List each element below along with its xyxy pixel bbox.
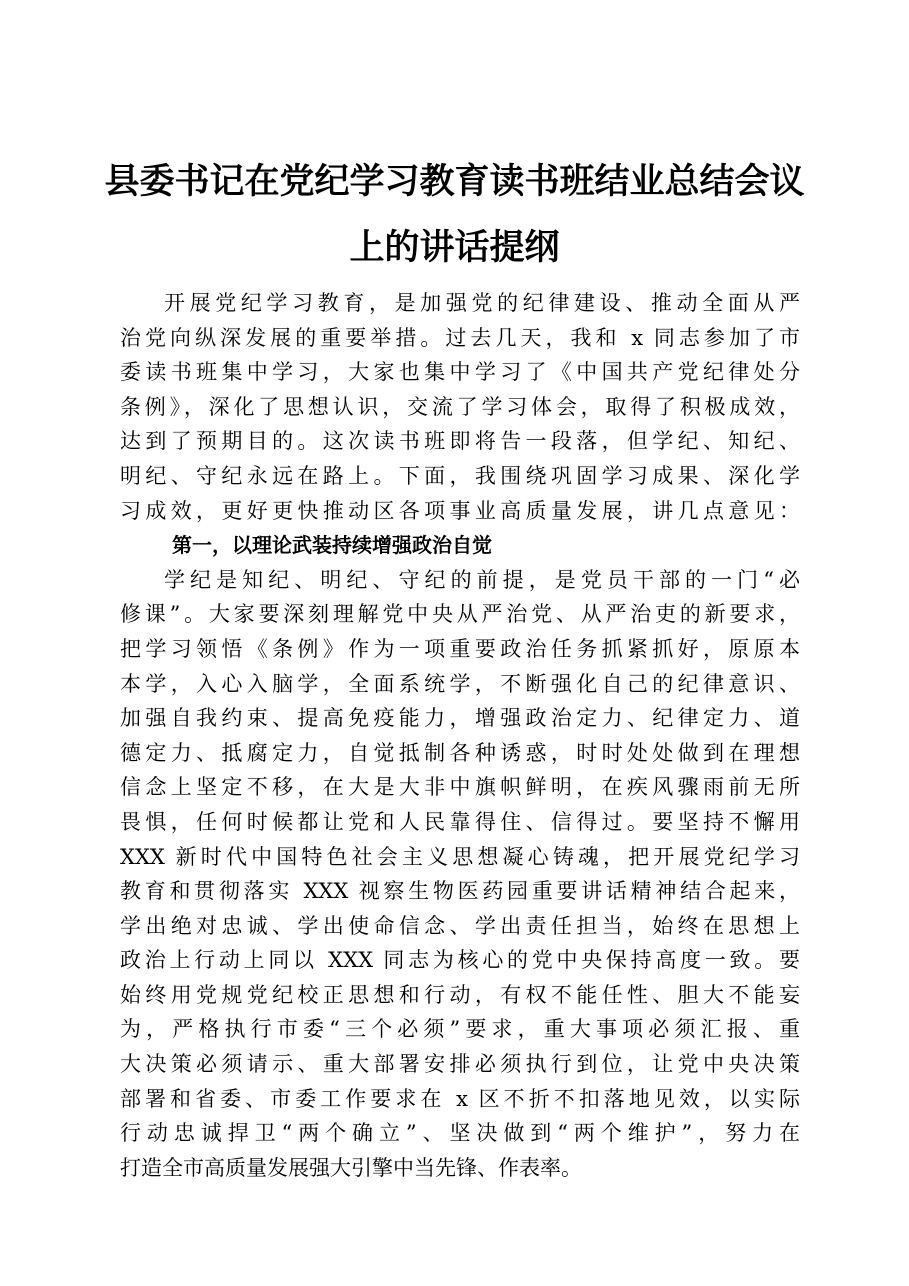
paragraph-line: 信念上坚定不移，在大是大非中旗帜鲜明，在疾风骤雨前无所 bbox=[120, 775, 800, 800]
paragraph-line: 委读书班集中学习，大家也集中学习了《中国共产党纪律处分 bbox=[120, 360, 800, 385]
paragraph-line: 习成效，更好更快推动区各项事业高质量发展，讲几点意见： bbox=[120, 498, 800, 523]
section-heading: 第一，以理论武装持续增强政治自觉 bbox=[172, 533, 492, 558]
paragraph-line: 政治上行动上同以 XXX 同志为核心的党中央保持高度一致。要 bbox=[120, 948, 800, 973]
paragraph-line: 德定力、抵腐定力，自觉抵制各种诱惑，时时处处做到在理想 bbox=[120, 740, 800, 765]
paragraph-line: 部署和省委、市委工作要求在 x 区不折不扣落地见效，以实际 bbox=[120, 1086, 800, 1111]
paragraph-line: 达到了预期目的。这次读书班即将告一段落，但学纪、知纪、 bbox=[120, 429, 800, 454]
paragraph-line: 加强自我约束、提高免疫能力，增强政治定力、纪律定力、道 bbox=[120, 706, 800, 731]
paragraph-line: 明纪、守纪永远在路上。下面，我围绕巩固学习成果、深化学 bbox=[120, 463, 800, 488]
paragraph-line: 打造全市高质量发展强大引擎中当先锋、作表率。 bbox=[120, 1155, 582, 1180]
paragraph-line: 条例》，深化了思想认识，交流了学习体会，取得了积极成效， bbox=[120, 394, 800, 419]
paragraph-line: 畏惧，任何时候都让党和人民靠得住、信得过。要坚持不懈用 bbox=[120, 809, 800, 834]
paragraph-line: 本学，入心入脑学，全面系统学，不断强化自己的纪律意识、 bbox=[120, 671, 800, 696]
paragraph-line: 行动忠诚捍卫“两个确立”、坚决做到“两个维护”，努力在 bbox=[120, 1121, 800, 1146]
paragraph-line: 治党向纵深发展的重要举措。过去几天，我和 x 同志参加了市 bbox=[120, 325, 800, 350]
paragraph-line: 为，严格执行市委“三个必须”要求，重大事项必须汇报、重 bbox=[120, 1017, 800, 1042]
paragraph-line: 始终用党规党纪校正思想和行动，有权不能任性、胆大不能妄 bbox=[120, 982, 800, 1007]
paragraph-line: 教育和贯彻落实 XXX 视察生物医药园重要讲话精神结合起来， bbox=[120, 879, 800, 904]
document-title-line-1: 县委书记在党纪学习教育读书班结业总结会议 bbox=[104, 161, 805, 202]
paragraph-line: 学纪是知纪、明纪、守纪的前提，是党员干部的一门“必 bbox=[164, 567, 800, 592]
paragraph-line: 把学习领悟《条例》作为一项重要政治任务抓紧抓好，原原本 bbox=[120, 636, 800, 661]
paragraph-line: 修课”。大家要深刻理解党中央从严治党、从严治吏的新要求， bbox=[120, 602, 800, 627]
document-body bbox=[120, 286, 800, 1185]
paragraph-line: XXX 新时代中国特色社会主义思想凝心铸魂，把开展党纪学习 bbox=[120, 844, 800, 869]
paragraph-line: 大决策必须请示、重大部署安排必须执行到位，让党中央决策 bbox=[120, 1052, 800, 1077]
paragraph-line: 学出绝对忠诚、学出使命信念、学出责任担当，始终在思想上 bbox=[120, 913, 800, 938]
document-title-line-2: 上的讲话提纲 bbox=[349, 227, 560, 268]
paragraph-line: 开展党纪学习教育，是加强党的纪律建设、推动全面从严 bbox=[164, 291, 800, 315]
